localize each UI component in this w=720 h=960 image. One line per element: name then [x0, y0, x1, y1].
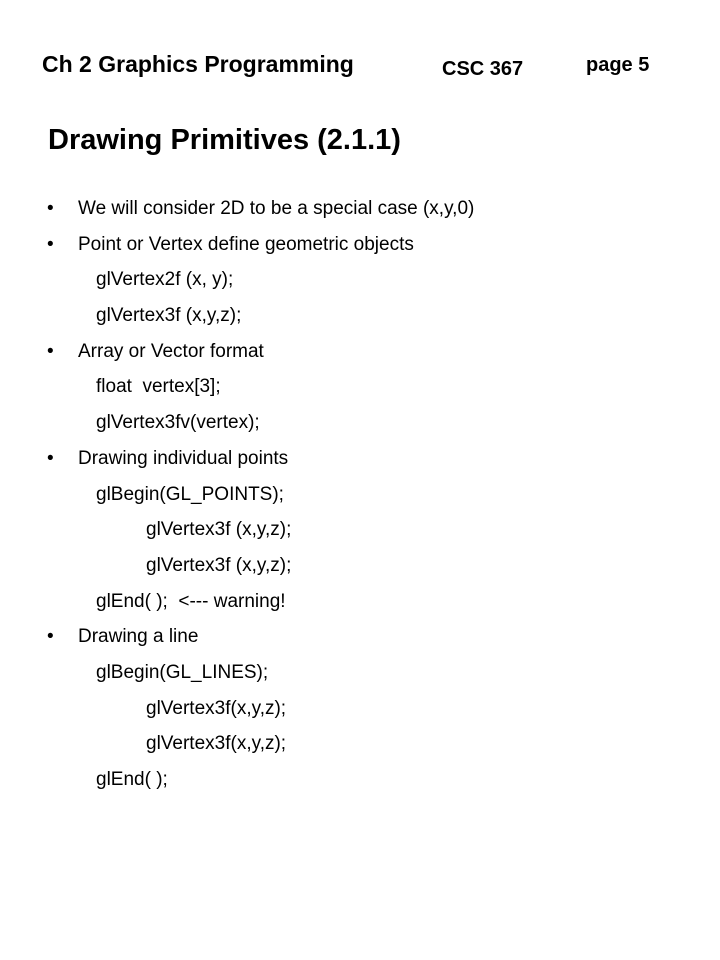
- bullet-text: Array or Vector format: [78, 340, 264, 362]
- bullet-marker: •: [47, 340, 54, 362]
- code-text: glVertex3f (x,y,z);: [146, 554, 292, 576]
- code-line: [0, 477, 720, 513]
- course-title: Ch 2 Graphics Programming: [42, 51, 354, 77]
- code-text: glEnd( );: [96, 769, 168, 790]
- bullet-item: [0, 227, 720, 263]
- code-line: [0, 655, 720, 691]
- bullet-marker: •: [47, 198, 54, 219]
- page-number: page 5: [586, 54, 650, 76]
- code-line: [0, 298, 720, 334]
- slide-content: [0, 191, 720, 798]
- code-text: float vertex[3];: [96, 376, 221, 398]
- bullet-item: [0, 441, 720, 477]
- code-line: [0, 262, 720, 298]
- code-text: glVertex3f (x,y,z);: [96, 305, 242, 327]
- code-text: glEnd( ); <--- warning!: [96, 590, 286, 612]
- bullet-item: [0, 191, 720, 227]
- bullet-marker: •: [47, 233, 54, 255]
- bullet-text: Drawing individual points: [78, 447, 289, 469]
- code-text: glBegin(GL_POINTS);: [96, 483, 284, 505]
- bullet-text: Drawing a line: [78, 626, 199, 648]
- code-text: glVertex3fv(vertex);: [96, 412, 260, 434]
- bullet-item: [0, 619, 720, 655]
- bullet-marker: •: [47, 447, 54, 469]
- code-line: [0, 691, 720, 727]
- bullet-marker: •: [47, 626, 54, 648]
- code-line: [0, 762, 720, 798]
- code-text: glVertex2f (x, y);: [96, 269, 234, 291]
- code-line: [0, 584, 720, 620]
- code-line: [0, 369, 720, 405]
- code-text: glVertex3f (x,y,z);: [146, 519, 292, 541]
- code-line: [0, 512, 720, 548]
- bullet-text: Point or Vertex define geometric objects: [78, 233, 414, 255]
- code-line: [0, 548, 720, 584]
- code-text: glVertex3f(x,y,z);: [146, 733, 287, 755]
- bullet-text: We will consider 2D to be a special case (x,y,0): [78, 198, 475, 219]
- code-line: [0, 726, 720, 762]
- code-line: [0, 405, 720, 441]
- course-code: CSC 367: [442, 58, 524, 80]
- bullet-item: [0, 334, 720, 370]
- slide-title: Drawing Primitives (2.1.1): [48, 124, 401, 156]
- code-text: glVertex3f(x,y,z);: [146, 697, 287, 719]
- code-text: glBegin(GL_LINES);: [96, 661, 269, 683]
